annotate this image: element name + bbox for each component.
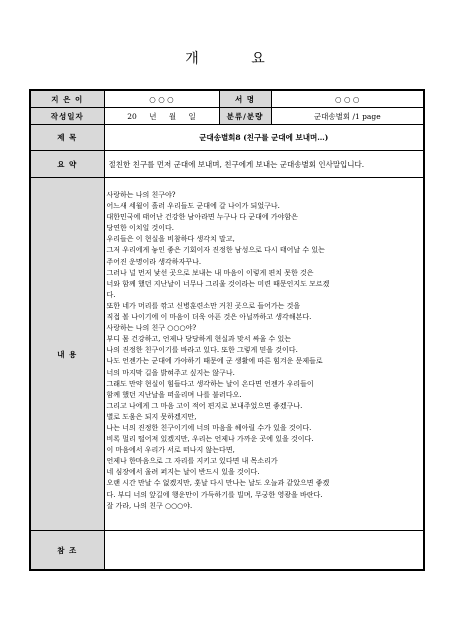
content-line: 너의 마지막 길을 밝혀주고 싶지는 않구나. [106,368,235,377]
content-line: 이 마음에서 우리가 서로 떠나지 않는다면, [106,446,235,455]
content-line: 사랑하는 나의 친구야? [106,191,176,199]
document-form [29,89,425,571]
author-value: ○ ○ ○ [104,90,219,108]
author-label: 지 은 이 [30,90,104,108]
date-value: 20 년 월 일 [104,108,219,125]
content-label: 내 용 [30,178,104,531]
content-line: 네 심장에서 울려 퍼지는 날이 반드시 있을 것이다. [106,468,260,477]
content-line: 그리고 나에게 그 마음 고이 적어 편지로 보내주었으면 좋겠구나. [106,401,303,410]
reference-label: 참 조 [30,531,104,571]
category-label: 분류/분량 [219,108,271,125]
content-body [105,178,424,518]
reference-value [104,531,424,571]
content-line: 다. 부디 너의 앞길에 행운만이 가득하기를 빌며, 무궁한 영광을 바란다. [106,490,323,499]
content-line: 나도 언젠가는 군대에 가야하기 때문에 군 생활에 따른 힘겨운 문제들로 [106,357,323,366]
document-title: 군대송별회8 (친구를 군대에 보내며…) [104,125,424,151]
content-line: 함께 했던 지난날을 떠올리며 나를 불러다오. [106,390,242,399]
content-line: 비록 멀리 떨어져 있겠지만, 우리는 언제나 가까운 곳에 있을 것이다. [106,435,314,444]
content-line: 언제나 한마음으로 그 자리를 지키고 있다면 내 목소리가 [106,457,278,466]
content-line: 그래도 만약 현실이 힘들다고 생각하는 날이 온다면 언젠가 우리들이 [106,379,314,388]
page-title: 개 요 [185,51,289,67]
content-line: 그저 우리에게 놓인 좋은 기회이자 진정한 남성으로 다시 태어날 수 있는 [106,246,325,255]
content-line: 다. [106,290,116,299]
content-line: 어느새 세월이 흘러 우리들도 군대에 갈 나이가 되었구나. [106,202,280,211]
signature-value: ○ ○ ○ [271,90,424,108]
content-line: 너와 함께 했던 지난날이 너무나 그리울 것이라는 미련 때문인지도 모르겠 [106,279,330,288]
content-line: 당연한 이치일 것이다. [106,224,175,233]
content-line: 나의 진정한 친구이기를 바라고 있다. 또한 그렇게 믿을 것이다. [106,346,298,355]
content-line: 부디 몸 건강하고, 언제나 당당하게 현실과 맞서 싸울 수 있는 [106,335,292,344]
content-line: 직접 볼 나이기에 이 마음이 더욱 아픈 것은 아닐까하고 생각해본다. [106,313,312,322]
content-line: 대한민국에 태어난 건강한 남아라면 누구나 다 군대에 가야함은 [106,213,298,222]
content-line: 우리들은 이 현실을 비참하다 생각치 말고, [106,235,235,244]
date-label: 작성일자 [30,108,104,125]
content-cell [104,178,424,531]
summary-text: 절친한 친구를 먼저 군대에 보내며, 친구에게 보내는 군대송별회 인사말입니다. [104,151,424,178]
content-line: 그러나 널 먼저 낯선 곳으로 보내는 내 마음이 이렇게 편치 못한 것은 [106,268,314,277]
content-line: 나는 너의 진정한 친구이기에 너의 마음을 헤아릴 수가 있을 것이다. [106,423,312,432]
title-label: 제 목 [30,125,104,151]
name-header-label: 서 명 [219,90,271,108]
content-line: 주어진 운명이라 생각하자꾸나. [106,257,202,266]
category-value: 군대송별회 /1 page [271,108,424,125]
content-line: 오랜 시간 만날 수 없겠지만, 훗날 다시 만나는 날도 오늘과 같았으면 좋겠 [106,479,330,488]
content-line: 또한 네가 머리를 깎고 신병훈련소만 거친 곳으로 들어가는 것을 [106,301,301,310]
content-line: 잘 가라, 나의 친구 ○○○야. [106,501,193,510]
content-line: 별로 도움은 되지 못하겠지만, [106,412,197,421]
content-line: 사랑하는 나의 친구 ○○○야? [106,324,197,333]
summary-label: 요 약 [30,151,104,178]
